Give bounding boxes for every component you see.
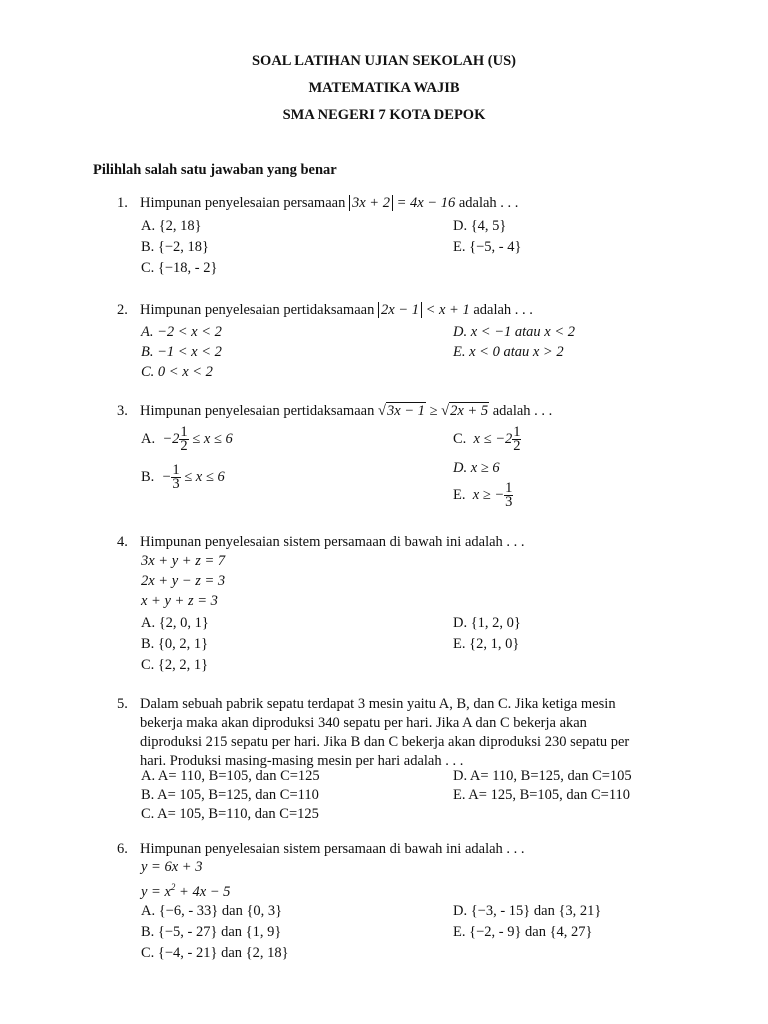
header-title: SOAL LATIHAN UJIAN SEKOLAH (US) bbox=[251, 53, 516, 69]
fraction: $\frac{1}{3}$ bbox=[505, 480, 513, 510]
instruction: Pilihlah salah satu jawaban yang benar bbox=[93, 162, 337, 178]
q5-option-a: A. A= 110, B=105, dan C=125 bbox=[141, 768, 320, 784]
q1-option-e: E. {−5, - 4} bbox=[453, 239, 522, 255]
q6-option-b: B. {−5, - 27} dan {1, 9} bbox=[141, 924, 282, 940]
equation: 2x + y − z = 3 bbox=[141, 573, 226, 589]
q5-option-b: B. A= 105, B=125, dan C=110 bbox=[141, 787, 319, 803]
q2-option-c: C. 0 < x < 2 bbox=[141, 364, 213, 380]
sqrt-icon: √ bbox=[441, 403, 450, 419]
header-school: SMA NEGERI 7 KOTA DEPOK bbox=[282, 107, 486, 123]
q6-option-a: A. {−6, - 33} dan {0, 3} bbox=[141, 903, 283, 919]
q1-option-d: D. {4, 5} bbox=[453, 218, 507, 234]
q1-option-c: C. {−18, - 2} bbox=[141, 260, 218, 276]
question-number: 3. bbox=[117, 403, 128, 419]
q4-option-a: A. {2, 0, 1} bbox=[141, 615, 209, 631]
fraction: $\frac{1}{2}$ bbox=[180, 424, 188, 454]
q4-option-d: D. {1, 2, 0} bbox=[453, 615, 521, 631]
question-text: Himpunan penyelesaian sistem persamaan di bawah ini adalah . . . bbox=[140, 534, 525, 550]
equation: $y = x^2 + 4x - 5$ bbox=[141, 882, 231, 900]
header-subject: MATEMATIKA WAJIB bbox=[308, 80, 460, 96]
q1-option-b: B. {−2, 18} bbox=[141, 239, 210, 255]
question-4 bbox=[117, 533, 677, 552]
q2-option-d: D. x < −1 atau x < 2 bbox=[453, 324, 575, 340]
q4-option-b: B. {0, 2, 1} bbox=[141, 636, 209, 652]
absolute-expression: 3x + 2 bbox=[349, 195, 393, 211]
q4-option-c: C. {2, 2, 1} bbox=[141, 657, 209, 673]
question-number: 6. bbox=[117, 841, 128, 857]
q3-option-a: A. −2 $\frac{1}{2}$ ≤ x ≤ 6 bbox=[141, 424, 233, 454]
radicand: 2x + 5 bbox=[450, 403, 489, 419]
q5-option-e: E. A= 125, B=105, dan C=110 bbox=[453, 787, 631, 803]
question-number: 4. bbox=[117, 534, 128, 550]
q4-equation-system bbox=[141, 551, 225, 611]
question-text: Himpunan penyelesaian sistem persamaan di bawah ini adalah . . . bbox=[140, 841, 525, 857]
q1-option-a: A. {2, 18} bbox=[141, 218, 202, 234]
equation: y = 6x + 3 bbox=[141, 859, 203, 875]
sqrt-icon: √ bbox=[377, 403, 386, 419]
fraction: $\frac{1}{3}$ bbox=[172, 462, 180, 492]
question-text: Himpunan penyelesaian pertidaksamaan √3x − 1 ≥ √2x + 5 adalah . . . bbox=[140, 403, 553, 419]
q3-option-c: C. x ≤ −2 $\frac{1}{2}$ bbox=[453, 424, 521, 454]
q2-option-e: E. x < 0 atau x > 2 bbox=[453, 344, 564, 360]
q2-option-a: A. −2 < x < 2 bbox=[141, 324, 222, 340]
question-number: 1. bbox=[117, 195, 128, 211]
q6-option-e: E. {−2, - 9} dan {4, 27} bbox=[453, 924, 593, 940]
q5-option-c: C. A= 105, B=110, dan C=125 bbox=[141, 806, 319, 822]
question-number: 5. bbox=[117, 696, 128, 712]
question-3 bbox=[117, 402, 677, 421]
equation: 3x + y + z = 7 bbox=[141, 553, 226, 569]
question-2 bbox=[117, 301, 677, 320]
q3-option-e: E. x ≥ − $\frac{1}{3}$ bbox=[453, 480, 513, 510]
document-header bbox=[0, 50, 768, 131]
q5-option-d: D. A= 110, B=125, dan C=105 bbox=[453, 768, 632, 784]
q6-option-c: C. {−4, - 21} dan {2, 18} bbox=[141, 945, 289, 961]
question-5 bbox=[117, 695, 677, 771]
fraction: $\frac{1}{2}$ bbox=[513, 424, 521, 454]
q3-option-b: B. − $\frac{1}{3}$ ≤ x ≤ 6 bbox=[141, 462, 225, 492]
absolute-expression: 2x − 1 bbox=[378, 302, 422, 318]
question-text: Himpunan penyelesaian persamaan 3x + 2 = 4x − 16 adalah . . . bbox=[140, 195, 519, 211]
q6-option-d: D. {−3, - 15} dan {3, 21} bbox=[453, 903, 602, 919]
question-number: 2. bbox=[117, 302, 128, 318]
question-1 bbox=[117, 194, 677, 213]
q6-equation-system bbox=[141, 857, 230, 902]
q2-option-b: B. −1 < x < 2 bbox=[141, 344, 222, 360]
question-text: Dalam sebuah pabrik sepatu terdapat 3 mesin yaitu A, B, dan C. Jika ketiga mesin bekerja maka akan diproduksi 340 sepatu per hari. Jika A dan C bekerja akan diproduksi 215 sepatu per hari. Jika B dan C bekerja akan diproduksi 230 sepatu per hari. Produksi masing-masing mesin per hari adalah . . . bbox=[140, 696, 630, 769]
question-text: Himpunan penyelesaian pertidaksamaan 2x − 1 < x + 1 adalah . . . bbox=[140, 302, 533, 318]
equation: x + y + z = 3 bbox=[141, 593, 218, 609]
q3-option-d: D. x ≥ 6 bbox=[453, 460, 500, 476]
radicand: 3x − 1 bbox=[386, 403, 425, 419]
q4-option-e: E. {2, 1, 0} bbox=[453, 636, 520, 652]
